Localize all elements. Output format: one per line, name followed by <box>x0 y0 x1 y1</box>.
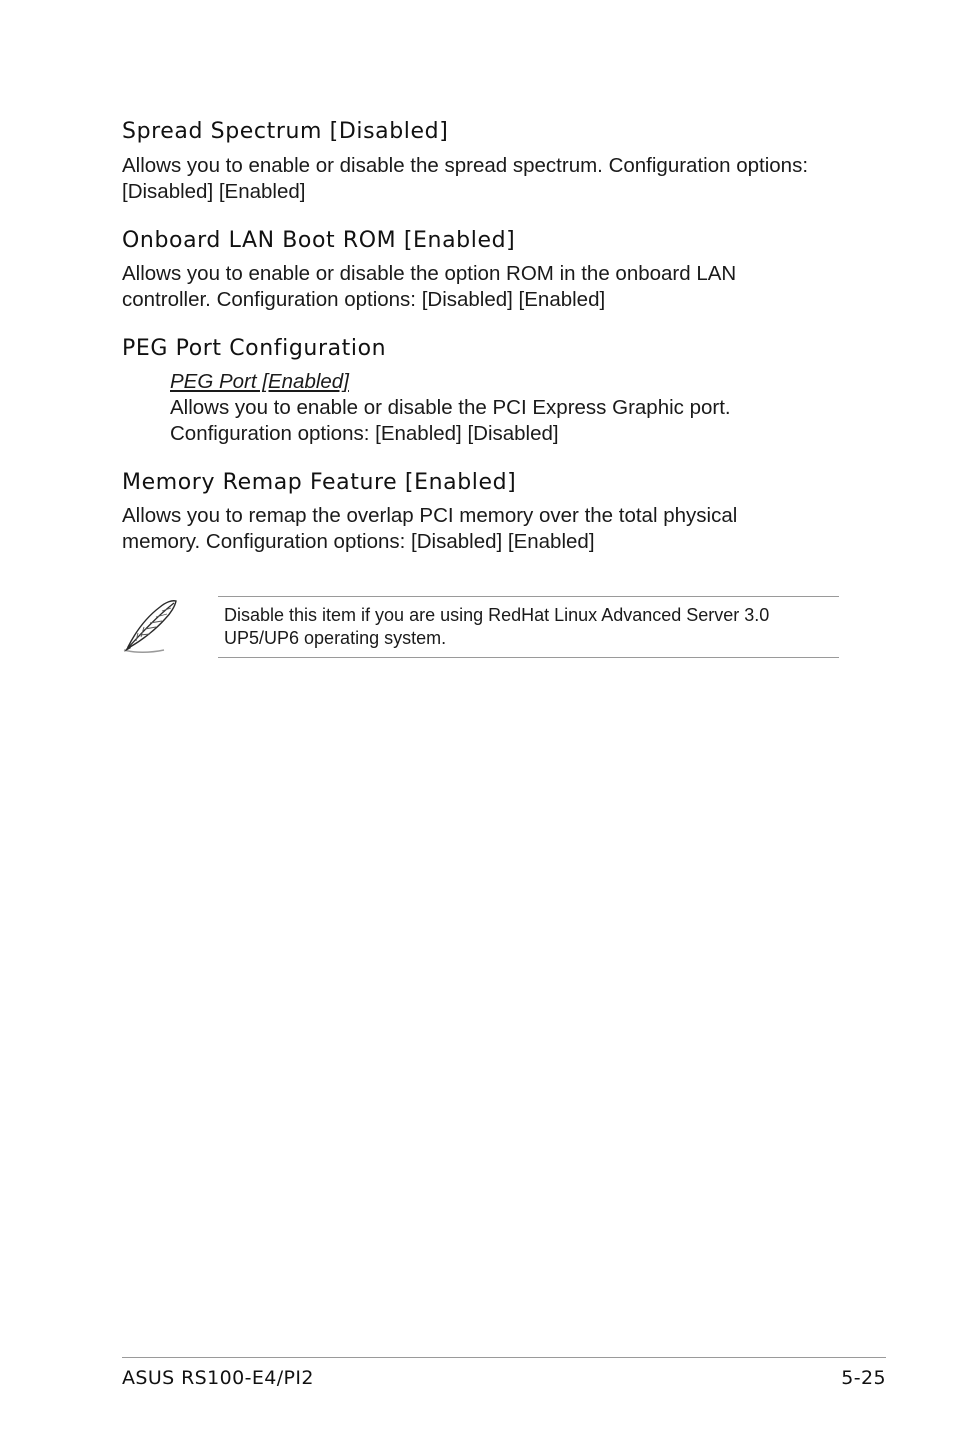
heading-onboard-lan-boot-rom: Onboard LAN Boot ROM [Enabled] <box>122 228 516 253</box>
footer-page-number: 5-25 <box>841 1367 886 1389</box>
heading-spread-spectrum: Spread Spectrum [Disabled] <box>122 119 449 144</box>
note-line: Disable this item if you are using RedHat Linux Advanced Server 3.0 <box>224 605 770 625</box>
paragraph-onboard-lan-boot-rom <box>122 261 736 313</box>
heading-memory-remap-feature: Memory Remap Feature [Enabled] <box>122 470 517 495</box>
paragraph-line: [Disabled] [Enabled] <box>122 180 306 203</box>
paragraph-spread-spectrum <box>122 153 808 205</box>
note-text <box>224 604 769 650</box>
footer-divider <box>122 1357 886 1358</box>
subsection-title: PEG Port [Enabled] <box>170 370 349 393</box>
paragraph-line: Allows you to enable or disable the spread spectrum. Configuration options: <box>122 154 809 177</box>
feather-pen-icon <box>120 597 180 655</box>
note-line: UP5/UP6 operating system. <box>224 628 447 648</box>
footer-product-name: ASUS RS100-E4/PI2 <box>122 1367 314 1389</box>
paragraph-line: memory. Configuration options: [Disabled] [Enabled] <box>122 530 595 553</box>
heading-peg-port-configuration: PEG Port Configuration <box>122 336 387 361</box>
paragraph-line: Allows you to remap the overlap PCI memory over the total physical <box>122 504 738 527</box>
subsection-peg-port <box>170 369 731 447</box>
paragraph-line: Allows you to enable or disable the option ROM in the onboard LAN <box>122 262 737 285</box>
paragraph-memory-remap-feature <box>122 503 737 555</box>
note-box <box>218 596 839 658</box>
paragraph-line: Allows you to enable or disable the PCI Express Graphic port. <box>170 396 731 419</box>
paragraph-line: Configuration options: [Enabled] [Disabled] <box>170 422 559 445</box>
paragraph-line: controller. Configuration options: [Disabled] [Enabled] <box>122 288 606 311</box>
